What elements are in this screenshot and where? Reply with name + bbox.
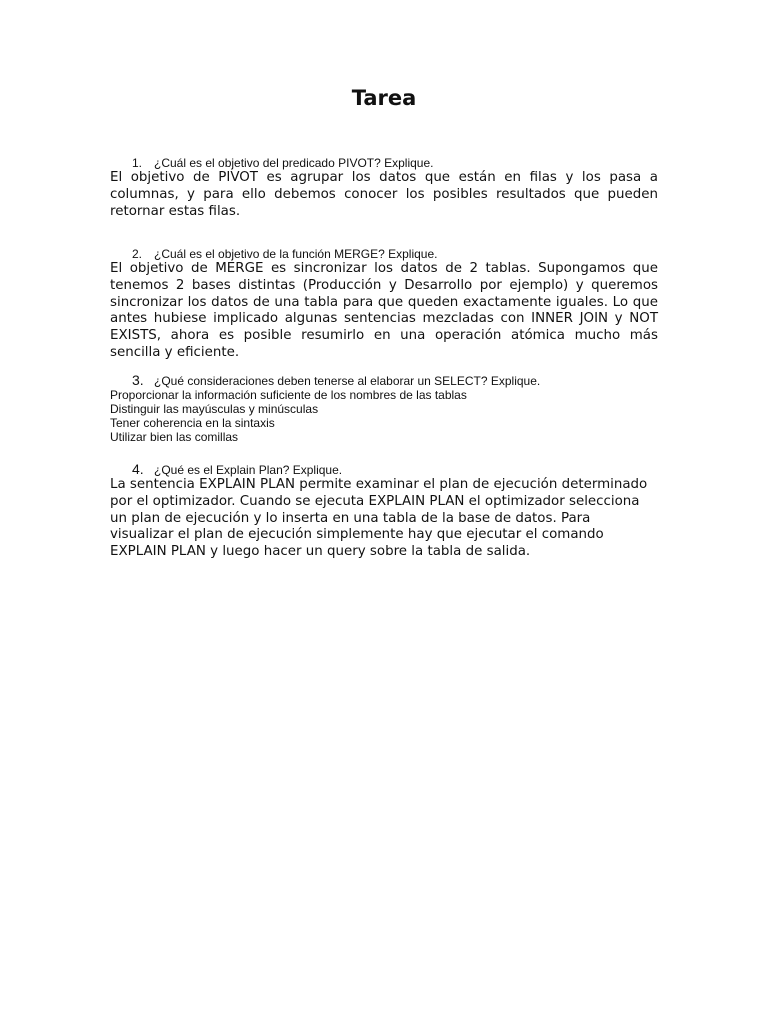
question-number: 1. [132,156,143,170]
question-text: ¿Cuál es el objetivo de la función MERGE? Explique. [154,247,438,261]
answer-1: El objetivo de PIVOT es agrupar los datos que están en filas y los pasa a columnas, y para ello debemos conocer los posibles resultados que pueden retornar estas filas. [110,170,658,219]
answer-3-list [110,388,658,444]
question-text: ¿Qué es el Explain Plan? Explique. [154,463,343,477]
answer-2: El objetivo de MERGE es sincronizar los datos de 2 tablas. Supongamos que tenemos 2 bases distintas (Producción y Desarrollo por ejemplo) y queremos sincronizar los datos de una tabla para que queden exactamente iguales. Lo que antes hubiese implicado algunas sentencias mezcladas con INNER JOIN y NOT EXISTS, ahora es posible resumirlo en una operación atómica mucho más sencilla y eficiente. [110,261,658,360]
question-number: 4. [132,461,144,477]
list-item: Proporcionar la información suficiente de los nombres de las tablas [110,388,467,402]
page-title: Tarea [351,86,417,110]
list-item: Distinguir las mayúsculas y minúsculas [110,402,319,416]
question-number: 3. [132,372,144,388]
question-3 [110,373,658,388]
question-text: ¿Cuál es el objetivo del predicado PIVOT? Explique. [154,156,434,170]
list-item: Tener coherencia en la sintaxis [110,416,275,430]
question-2 [110,247,658,261]
question-1 [110,156,658,170]
answer-4: La sentencia EXPLAIN PLAN permite examinar el plan de ejecución determinado por el optimizador. Cuando se ejecuta EXPLAIN PLAN el optimizador selecciona un plan de ejecución y lo inserta en una tabla de la base de datos. Para visualizar el plan de ejecución simplemente hay que ejecutar el comando EXPLAIN PLAN y luego hacer un query sobre la tabla de salida. [110,477,648,560]
question-4 [110,462,658,477]
question-number: 2. [132,247,143,261]
question-text: ¿Qué consideraciones deben tenerse al elaborar un SELECT? Explique. [154,374,541,388]
list-item: Utilizar bien las comillas [110,430,239,444]
